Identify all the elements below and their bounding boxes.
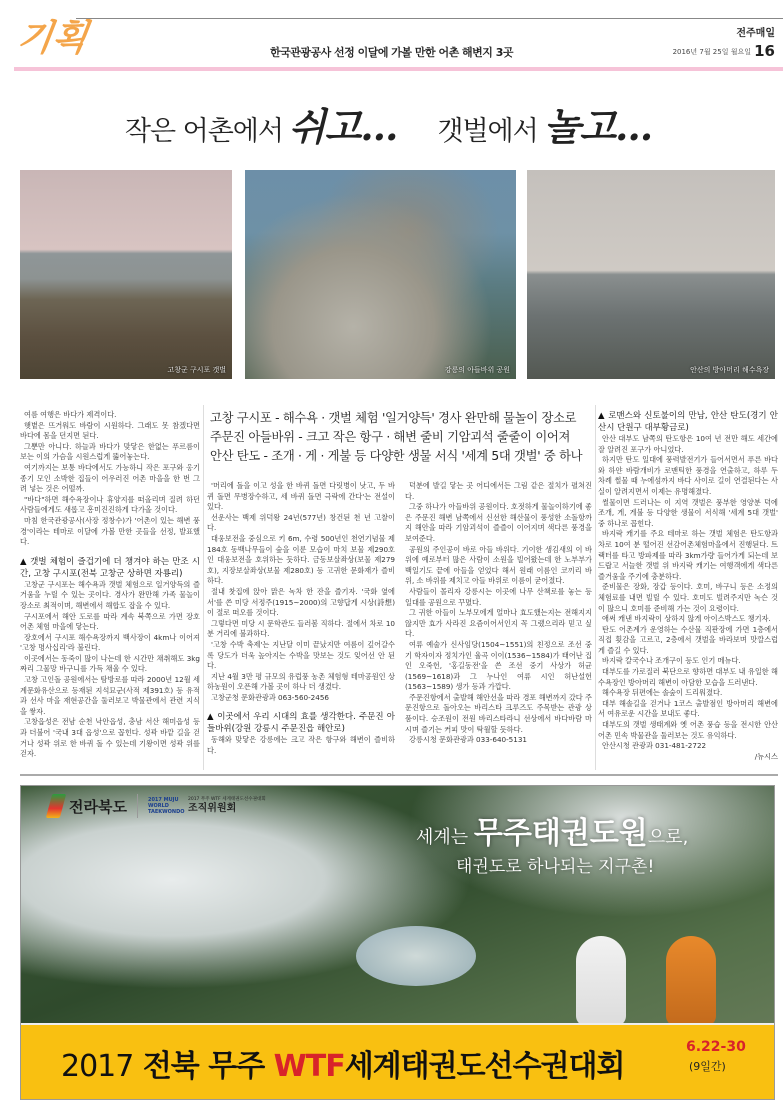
page-number: 16 bbox=[754, 42, 775, 60]
issue-date: 2016년 7월 25일 월요일 bbox=[672, 48, 751, 56]
paragraph: 애써 캐낸 바지락이 상하지 않게 아이스박스도 챙기자. bbox=[602, 614, 771, 624]
paragraph: 그뿐만 아니다. 하늘과 바다가 맞닿은 한없는 푸르름이 보는 이의 가슴을 시원스럽게 뚫어놓는다. bbox=[20, 441, 200, 462]
section-tag: 기획 bbox=[14, 17, 91, 59]
article-column-3 bbox=[405, 481, 592, 746]
paragraph: 선운사는 백제 위덕왕 24년(577년) 창건된 천 년 고찰이다. bbox=[207, 512, 395, 533]
paragraph: 고창읍성은 전남 순천 낙안읍성, 충남 서산 해미읍성 등과 더불어 '국내 3대 읍성'으로 꼽힌다. 성곽 바깥 길을 걷거나 성곽 위로 한 바퀴 돌 수 있는데 기왕이면 성곽 위를 걷자. bbox=[20, 717, 200, 759]
slogan-pre: 세계는 bbox=[416, 827, 469, 848]
subheadline: 고창 구시포 - 해수욕 · 갯벌 체험 '일거양득' 경사 완만해 물놀이 장소로 bbox=[210, 411, 577, 425]
headline-emphasis: 쉬고… bbox=[288, 104, 398, 149]
ad-duration: (9일간) bbox=[689, 1060, 726, 1073]
headline bbox=[0, 96, 783, 151]
paragraph: 여름 여행은 바다가 제격이다. bbox=[24, 410, 117, 419]
paragraph: 마침 한국관광공사(사장 정창수)가 '어촌이 있는 해변 풍경'이라는 테마로 이달에 가볼 만한 곳들을 선정, 발표했다. bbox=[20, 515, 200, 547]
paragraph: 그 귀한 아들이 노부모에게 얼마나 효도했는지는 전해지지 않지만 효가 사라진 요즘이어서인지 꼭 그랬으리라 믿고 싶다. bbox=[405, 608, 592, 639]
paragraph: 절내 찻집에 앉아 맑은 녹차 한 잔을 즐기자. '국화 옆에서'를 쓴 미당 서정주(1915~2000)의 고향답게 시상(詩想)이 절로 떠오를 것이다. bbox=[207, 586, 395, 618]
header-divider bbox=[14, 67, 783, 71]
jeonbuk-logo-icon bbox=[46, 794, 66, 818]
article-bottom-rule bbox=[20, 774, 778, 776]
paragraph: 썰물이면 드러나는 이 지역 갯벌은 풍부한 영양분 덕에 조개, 게, 게불 등 다양한 생물이 서식해 '세계 5대 갯벌' 중 하나로 꼽힌다. bbox=[598, 497, 778, 528]
headline-emphasis: 놀고… bbox=[543, 104, 653, 149]
paragraph: 준비물은 장화, 장갑 등이다. 호미, 바구니 등은 소정의 체험료를 내면 빌릴 수 있다. 호미도 빌려주지만 녹슨 것이 많으니 호미를 준비해 가는 것이 요령이다. bbox=[598, 582, 778, 613]
subheadline: 안산 탄도 - 조개 · 게 · 게불 등 다양한 생물 서식 '세계 5대 갯벌' 중 하나 bbox=[210, 449, 583, 463]
paragraph: 장호에서 구시포 해수욕장까지 백사장이 4km나 이어져 '고창 명사십리'라 불린다. bbox=[20, 632, 200, 653]
ad-title-band bbox=[21, 1023, 774, 1099]
paragraph: 대부도의 갯벌 생태계와 옛 어촌 풍습 등을 전시한 안산 어촌 민속 박물관을 둘러보는 것도 유익하다. bbox=[598, 720, 778, 740]
subheadlines bbox=[210, 409, 595, 466]
article-column-4 bbox=[598, 410, 778, 762]
ad-title-part: 세계태권도선수권대회 bbox=[344, 1049, 625, 1084]
kicker: 한국관광공사 선정 이달에 가볼 만한 어촌 해변지 3곳 bbox=[269, 46, 514, 59]
section-heading: ▲ 로맨스와 신토불이의 만남, 안산 탄도(경기 안산시 단원구 대부황금로) bbox=[598, 411, 778, 433]
paragraph: 구시포에서 해안 도로를 따라 계속 북쪽으로 가면 장호 어촌 체험 마을에 닿는다. bbox=[20, 611, 200, 632]
paragraph: 덕분에 발길 닿는 곳 어디에서든 그림 같은 절치가 펼쳐진다. bbox=[405, 481, 592, 501]
ad-province: 전라북도 bbox=[69, 797, 127, 816]
photo-adeulbawi-park bbox=[245, 170, 516, 379]
photo-caption: 강릉의 아들바위 공원 bbox=[444, 366, 510, 374]
ad-slogan bbox=[416, 808, 688, 852]
world-taekwondo-logo: 2017 MUJU WORLD TAEKWONDO bbox=[147, 797, 185, 815]
top-rule bbox=[76, 18, 783, 19]
paragraph: '고창 수박 축제'는 지난달 이미 끝났지만 여름이 깊어갈수록 당도가 더욱 높아지는 수박을 맛보는 것도 잊어선 안 된다. bbox=[207, 639, 395, 671]
paragraph: 고창 고인돌 공원에서는 탐방로를 따라 2000년 12월 세계문화유산으로 등재된 지석묘군(사적 제391호) 등 유적과 선사 마을 재현공간을 둘러보고 박물관에서 관련 지식을 쌓자. bbox=[20, 675, 200, 716]
paragraph: 주문진항에서 출발해 해안선을 따라 경포 해변까지 갔다 주문진항으로 돌아오는 바리스타 크루즈도 주목받는 관광 상품이다. 승조원이 전원 바리스타라니 선상에서 바다바람 마시며 즐기는 커피 맛이 탁월할 듯하다. bbox=[405, 692, 592, 734]
ad-title bbox=[61, 1041, 625, 1085]
paragraph: 공원의 주인공이 바로 아들 바위다. 기이한 생김새의 이 바위에 예로부터 많은 사람이 소원을 빌어왔는데 한 노부부가 백일기도 끝에 아들을 얻었다 해서 원래 이름인 코끼리 바위, 소 바위를 제치고 아들 바위로 이름이 굳어졌다. bbox=[405, 544, 592, 586]
ad-event-small: 2017 무주 WTF 세계태권도선수권대회 bbox=[187, 797, 266, 802]
paper-name: 전주매일 bbox=[736, 28, 775, 39]
news-source: /뉴시스 bbox=[754, 751, 778, 761]
section-heading: ▲ 갯벌 체험이 즐겁기에 더 챙겨야 하는 만조 시간, 고창 구시포(전북 고창군 상하면 자룡리) bbox=[20, 556, 200, 579]
paragraph: 여류 예술가 신사임당(1504~1551)의 친정으로 조선 중기 학자이자 정치가인 율곡 이이(1536~1584)가 태어난 집인 오죽헌, '홍길동전'을 쓴 조선 중기 사상가 허균(1569~1618)과 그 누나인 여류 시인 허난설헌(1563~1589) 생가 등과 가깝다. bbox=[405, 639, 592, 692]
contact-info: 안산시청 관광과 031-481-2722 bbox=[602, 741, 707, 751]
article-column-1 bbox=[20, 410, 200, 760]
ad-title-year: 2017 bbox=[61, 1049, 134, 1084]
headline-part: 작은 어촌에서 bbox=[124, 116, 283, 147]
paragraph: 대웅보전을 중심으로 키 6m, 수령 500년인 천연기념물 제184호 동백나무들이 숲을 이룬 모습이 마치 보물 제290호인 대웅보전을 호위하는 듯하다. 금동보살좌상(보물 제279호), 지장보살좌상(보물 제280호) 등 고귀한 문화재가 즐비하다. bbox=[207, 533, 395, 586]
slogan-emphasis: 무주태권도원 bbox=[473, 816, 648, 851]
ad-dates: 6.22-30 bbox=[686, 1039, 746, 1055]
paragraph: 대부 해솔길을 걷거나 1코스 출발점인 방아머리 해변에서 여유로운 시간을 보내도 좋다. bbox=[598, 698, 778, 719]
headline-part: 갯벌에서 bbox=[437, 116, 538, 147]
photo-caption: 안산의 방아머리 해수욕장 bbox=[690, 366, 769, 374]
paragraph: 하지만 탄도 일대에 풍력발전기가 들어서면서 푸른 바다와 하얀 바람개비가 로맨틱한 풍경을 연출하고, 하루 두 차례 썰물 때 누에섬까지 바다 사이로 길이 연결된다는 사실이 알려지면서 이제는 유명해졌다. bbox=[598, 455, 778, 496]
organizing-committee bbox=[188, 797, 266, 815]
ad-title-wtf: WTF bbox=[273, 1049, 345, 1084]
ad-slogan-2: 태권도로 하나되는 지구촌! bbox=[456, 857, 655, 877]
section-heading: ▲ 이곳에서 우리 시대의 효를 생각한다. 주문진 아들바위(강원 강릉시 주문진읍 해안로) bbox=[207, 712, 395, 735]
photo-bangameori-beach bbox=[527, 170, 775, 379]
paragraph: 동해와 맞닿은 강릉에는 크고 작은 항구와 해변이 즐비하다. bbox=[207, 735, 395, 756]
ad-logos bbox=[49, 794, 266, 818]
paragraph: 햇볕은 뜨거워도 바람이 시원하다. 그래도 못 참겠다면 바다에 몸을 던지면 된다. bbox=[20, 420, 200, 441]
contact-info: 고창군청 문화관광과 063-560-2456 bbox=[211, 692, 329, 702]
paragraph: 바지락 칼국수나 조개구이 등도 인기 메뉴다. bbox=[602, 656, 741, 666]
paragraph: 고창군 구시포는 해수욕과 갯벌 체험으로 일거양득의 즐거움을 누릴 수 있는 곳이다. 경사가 완만해 가족 물놀이 장소로 최적이며, 해변에서 해합도 잡을 수 있다. bbox=[20, 579, 200, 610]
paragraph: 지난 4월 3만 평 규모의 유럽풍 농촌 체험형 테마공원인 상하농원이 오픈해 가볼 곳이 하나 더 생겼다. bbox=[207, 671, 395, 692]
contact-info: 강릉시청 문화관광과 033-640-5131 bbox=[409, 735, 527, 745]
paragraph: 여기까지는 보통 바다에서도 가능하니 작은 포구와 옹기종기 모인 소박한 집들이 어우러진 어촌 마을을 한 번 그려 넣는 것은 어떨까. bbox=[20, 462, 200, 494]
white-tiger-mascot-icon bbox=[576, 936, 626, 1026]
paragraph: 대부도를 가로질러 북단으로 향하면 대부도 내 유일한 해수욕장인 방아머리 해변이 아담한 모습을 드러낸다. bbox=[598, 667, 778, 687]
photo-caption: 고창군 구시포 갯벌 bbox=[167, 366, 226, 374]
photo-gusipo-tidal-flat bbox=[20, 170, 232, 379]
advertisement-taekwondo bbox=[20, 785, 775, 1100]
paragraph: "바다"하면 해수욕장이나 휴양지를 떠올리며 질려 하던 사람들에게도 새롭고 흥미진진하게 다가올 것이다. bbox=[20, 494, 200, 515]
paragraph: '머리에 돌을 이고 성을 한 바퀴 돌면 다릿병이 낫고, 두 바퀴 돌면 무병장수하고, 세 바퀴 돌면 극락에 간다'는 전설이 있다. bbox=[207, 481, 395, 512]
paragraph: 사람들이 몰리자 강릉시는 이곳에 나무 산책로를 놓는 등 일대를 공원으로 꾸몄다. bbox=[405, 586, 592, 607]
paragraph: 바지락 캐기를 주요 테마로 하는 갯벌 체험은 탄도항과 차로 10여 분 떨어진 선감어촌체험마을에서 진행된다. 트랙터를 타고 방파제를 따라 3km가량 들어가게 되는데 보드랍고 서늘한 갯벌 위 바지락 캐기는 여행객에게 색다른 즐거움을 주기에 충분하다. bbox=[598, 529, 778, 581]
paragraph: 그중 하나가 아들바위 공원이다. 호젓하게 물놀이하기에 좋은 주문진 해변 남쪽에서 신선한 해산물이 풍성한 소돌항까지 해안을 따라 기암괴석이 즐즐이 이어지며 색다른 풍경을 보여준다. bbox=[405, 502, 592, 543]
paragraph: 해수욕장 뒤편에는 솔숲이 드리워졌다. bbox=[602, 688, 723, 698]
paragraph: 이곳에서는 동죽이 많이 나는데 한 시간만 채취해도 3kg 짜리 그물망 바구니를 가득 채울 수 있다. bbox=[20, 653, 200, 674]
orange-tiger-mascot-icon bbox=[666, 936, 716, 1026]
subheadline: 주문진 아들바위 - 크고 작은 항구 · 해변 줄비 기암괴석 줄줄이 이어져 bbox=[210, 430, 571, 444]
paragraph: 그렇다면 미당 시 문학관도 들러봄 직하다. 절에서 차로 10분 거리에 불과하다. bbox=[207, 618, 395, 639]
mascots bbox=[576, 936, 716, 1026]
ad-title-part: 전북 무주 bbox=[142, 1049, 265, 1084]
taekwondowon-building-image bbox=[356, 926, 476, 986]
slogan-post: 으로, bbox=[647, 827, 689, 848]
paragraph: 탄도 어촌계가 운영하는 수산물 직판장에 가면 1층에서 직접 횟감을 고르고, 2층에서 갯벌을 바라보며 맛깔스럽게 즐길 수 있다. bbox=[598, 624, 778, 655]
article-column-2 bbox=[207, 481, 395, 757]
paragraph: 안산 대부도 남쪽의 탄도항은 10여 년 전만 해도 세간에 잘 알려진 포구가 아니었다. bbox=[598, 434, 778, 454]
ad-org: 조직위원회 bbox=[187, 803, 237, 814]
